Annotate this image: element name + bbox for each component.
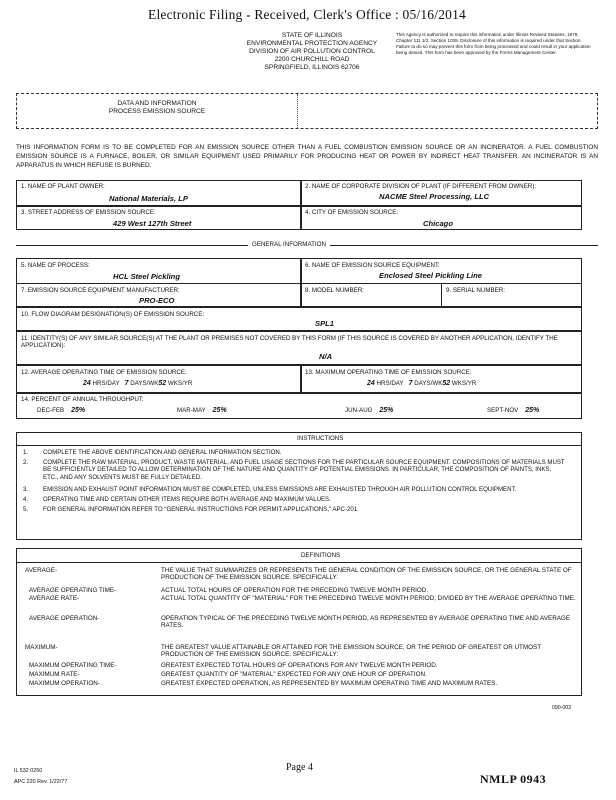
- field-maximum-operating-time[interactable]: [300, 365, 582, 393]
- definition-term: MAXIMUM OPERATING TIME-: [29, 662, 117, 669]
- field-plant-owner[interactable]: [16, 180, 302, 206]
- agency-line: SPRINGFIELD, ILLINOIS 62706: [264, 64, 360, 71]
- quarter-dec-feb: [37, 407, 85, 414]
- agency-line: DIVISION OF AIR POLLUTION CONTROL: [249, 48, 375, 55]
- field-value: N/A: [319, 352, 333, 361]
- definition-row: [17, 595, 581, 611]
- instruction-number: 3.: [23, 486, 29, 494]
- quarter-value: 25%: [379, 407, 394, 414]
- unit-label: HRS/DAY: [376, 380, 404, 387]
- field-average-operating-time[interactable]: [16, 365, 302, 393]
- definition-row: [17, 615, 581, 631]
- field-label: 12. AVERAGE OPERATING TIME OF EMISSION SOURCE:: [21, 369, 187, 376]
- instruction-text: EMISSION AND EXHAUST POINT INFORMATION MUST BE COMPLETED, UNLESS EMISSIONS ARE EXHAUSTED THROUGH AIR POLLUTION CONTROL EQUIPMENT.: [43, 486, 517, 494]
- definition-term: MAXIMUM OPERATION-: [29, 680, 100, 687]
- field-value: 429 West 127th Street: [113, 219, 192, 228]
- quarter-mar-may: [177, 407, 227, 414]
- quarter-jun-aug: [345, 407, 393, 414]
- definition-text: THE VALUE THAT SUMMARIZES OR REPRESENTS THE GENERAL CONDITION OF THE EMISSION SOURCE, OR THE GENERAL STATE OF PRODUCTION OF THE EMISSION SOURCE. SPECIFICALLY:: [161, 567, 572, 582]
- form-code: 090-003: [552, 705, 572, 711]
- instruction-number: 1.: [23, 449, 29, 456]
- field-label: 13. MAXIMUM OPERATING TIME OF EMISSION SOURCE:: [305, 369, 472, 376]
- definition-text: GREATEST QUANTITY OF "MATERIAL" EXPECTED FOR ANY ONE HOUR OF OPERATION.: [161, 671, 427, 678]
- quarter-value: 25%: [525, 407, 540, 414]
- instruction-item: [17, 459, 567, 482]
- intro-paragraph: THIS INFORMATION FORM IS TO BE COMPLETED FOR AN EMISSION SOURCE OTHER THAN A FUEL COMBUSTION EMISSION SOURCE OR AN INCINERATOR. A FUEL COMBUSTION EMISSION SOURCE IS A FURNACE, BOILER, OR SIMILAR EQUIPMENT USED PRIMARILY FOR PRODUCING HEAT OR POWER BY INDIRECT HEAT TRANSFER. AN INCINERATOR IS AN APPARATUS IN WHICH REFUSE IS BURNED.: [16, 144, 598, 169]
- instructions-heading: INSTRUCTIONS: [297, 435, 344, 442]
- page-number: Page 4: [286, 762, 313, 773]
- quarter-label: DEC-FEB: [37, 407, 65, 414]
- quarter-value: 25%: [212, 407, 227, 414]
- quarter-sept-nov: [487, 407, 539, 414]
- field-label: 8. MODEL NUMBER:: [305, 287, 364, 294]
- definition-text: THE GREATEST VALUE ATTAINABLE OR ATTAINED FOR THE EMISSION SOURCE, OR THE PERIOD OF GREATEST OR UTMOST PRODUCTION OF THE EMISSION SOURCE. SPECIFICALLY:: [161, 644, 541, 659]
- field-label: 2. NAME OF CORPORATE DIVISION OF PLANT (IF DIFFERENT FROM OWNER):: [305, 183, 537, 190]
- form-title: [17, 100, 297, 116]
- definition-text: ACTUAL TOTAL QUANTITY OF "MATERIAL" FOR THE PRECEDING TWELVE MONTH PERIOD, DIVIDED BY THE AVERAGE OPERATING TIME.: [161, 595, 576, 602]
- quarter-label: MAR-MAY: [177, 407, 206, 414]
- apc-form-number: APC 220 Rev. 1/22/77: [14, 779, 68, 785]
- field-label: 9. SERIAL NUMBER:: [446, 287, 505, 294]
- agency-line: 2200 CHURCHILL ROAD: [274, 56, 350, 63]
- instruction-number: 2.: [23, 458, 29, 466]
- unit-label: WKS/YR: [167, 380, 193, 387]
- agency-address: [232, 32, 392, 72]
- field-annual-throughput[interactable]: [16, 393, 582, 419]
- field-city[interactable]: [300, 206, 582, 230]
- definition-term: AVERAGE OPERATING TIME-: [29, 587, 117, 594]
- field-flow-diagram[interactable]: [16, 307, 582, 331]
- form-title-line2: PROCESS EMISSION SOURCE: [108, 108, 206, 115]
- quarter-label: JUN-AUG: [345, 407, 373, 414]
- field-value: Enclosed Steel Pickling Line: [379, 271, 482, 280]
- field-label: 1. NAME OF PLANT OWNER:: [21, 183, 105, 190]
- instruction-number: 4.: [23, 495, 29, 503]
- field-label: 3. STREET ADDRESS OF EMISSION SOURCE:: [21, 209, 156, 216]
- field-manufacturer[interactable]: [16, 283, 302, 307]
- instruction-text: OPERATING TIME AND CERTAIN OTHER ITEMS REQUIRE BOTH AVERAGE AND MAXIMUM VALUES.: [43, 495, 331, 503]
- instruction-item: [17, 486, 567, 494]
- title-box: [16, 93, 598, 129]
- field-process-name[interactable]: [16, 258, 302, 284]
- field-label: 4. CITY OF EMISSION SOURCE:: [305, 209, 399, 216]
- definition-term: AVERAGE OPERATION-: [29, 615, 100, 622]
- unit-label: WKS/YR: [451, 380, 477, 387]
- definition-term: MAXIMUM-: [25, 644, 58, 651]
- field-label: 11. IDENTITY(S) OF ANY SIMILAR SOURCE(S) AT THE PLANT OR PREMISES NOT COVERED BY THIS FORM (IF THIS SOURCE IS COVERED BY ANOTHER APPLICATION, IDENTIFY THE APPLICATION):: [21, 335, 558, 350]
- field-label: 5. NAME OF PROCESS:: [21, 262, 90, 269]
- definitions-rule: [17, 562, 581, 563]
- days-per-week: 7: [124, 380, 129, 387]
- instructions-box: [16, 432, 582, 540]
- instruction-text: FOR GENERAL INFORMATION REFER TO "GENERAL INSTRUCTIONS FOR PERMIT APPLICATIONS," APC-201.: [43, 505, 359, 513]
- field-label: 14. PERCENT OF ANNUAL THROUGHPUT:: [21, 396, 144, 403]
- field-street-address[interactable]: [16, 206, 302, 230]
- disclosure-notice: This Agency is authorized to require this information under Illinois Revised Statutes, 1979, Chapter 111 1/2, Section 1039. Disclosure of this information is required under that Section. Failure to do so may prevent this form from being processed and could result in your application being denied. This form has been approved by the Forms Management Center.: [396, 32, 591, 55]
- definition-row: [17, 662, 581, 671]
- field-value: HCL Steel Pickling: [113, 272, 180, 281]
- field-value: Chicago: [423, 219, 453, 228]
- weeks-per-year: 52: [158, 380, 167, 387]
- field-label: 10. FLOW DIAGRAM DESIGNATION(S) OF EMISSION SOURCE:: [21, 311, 205, 318]
- definition-row: [17, 671, 581, 680]
- definition-term: MAXIMUM RATE-: [29, 671, 80, 678]
- field-serial-number[interactable]: [441, 283, 582, 307]
- days-per-week: 7: [408, 380, 413, 387]
- instruction-item: [17, 449, 567, 457]
- definition-term: AVERAGE-: [25, 567, 58, 574]
- form-title-line1: DATA AND INFORMATION: [117, 100, 197, 107]
- definitions-box: [16, 548, 582, 696]
- definition-term: AVERAGE RATE-: [29, 595, 80, 602]
- title-divider: [297, 94, 298, 128]
- quarter-value: 25%: [71, 407, 86, 414]
- definition-row: [17, 567, 581, 583]
- instructions-rule: [17, 445, 581, 446]
- unit-label: HRS/DAY: [92, 380, 120, 387]
- definition-text: GREATEST EXPECTED TOTAL HOURS OF OPERATIONS FOR ANY TWELVE MONTH PERIOD.: [161, 662, 438, 669]
- agency-line: ENVIRONMENTAL PROTECTION AGENCY: [246, 40, 378, 47]
- instruction-text: COMPLETE THE ABOVE IDENTIFICATION AND GENERAL INFORMATION SECTION.: [43, 449, 282, 456]
- field-value: PRO-ECO: [139, 296, 175, 305]
- definition-text: OPERATION TYPICAL OF THE PRECEDING TWELVE MONTH PERIOD, AS REPRESENTED BY AVERAGE OPERATING TIME AND AVERAGE RATES.: [161, 615, 571, 630]
- instruction-item: [17, 506, 567, 514]
- field-value: SPL1: [315, 319, 334, 328]
- average-time-values: [83, 380, 192, 387]
- instruction-number: 5.: [23, 505, 29, 513]
- definition-row: [17, 644, 581, 660]
- weeks-per-year: 52: [442, 380, 451, 387]
- instruction-item: [17, 496, 567, 504]
- field-value: National Materials, LP: [109, 194, 188, 203]
- field-similar-sources[interactable]: [16, 331, 582, 365]
- agency-line: STATE OF ILLINOIS: [281, 32, 343, 39]
- filing-stamp: Electronic Filing - Received, Clerk's Office : 05/16/2014: [148, 7, 467, 22]
- hours-per-day: 24: [367, 380, 375, 387]
- field-label: 7. EMISSION SOURCE EQUIPMENT MANUFACTURER:: [21, 287, 180, 294]
- il-form-number: IL 532 0250: [14, 768, 43, 774]
- instructions-list: [17, 449, 567, 515]
- hours-per-day: 24: [83, 380, 91, 387]
- field-corporate-division[interactable]: [300, 180, 582, 206]
- instruction-text: COMPLETE THE RAW MATERIAL, PRODUCT, WASTE MATERIAL, AND FUEL USAGE SECTIONS FOR THE PARTICULAR SOURCE EQUIPMENT. COMPOSITIONS OF MATERIALS MUST BE SUFFICIENTLY DETAILED TO ALLOW DETERMINATION OF THE NATURE AND QUANTITY OF POTENTIAL EMISSIONS. IN PARTICULAR, THE COMPOSITION OF PAINTS, INKS, ETC., AND ANY SOLVENTS MUST BE FULLY DETAILED.: [43, 458, 565, 481]
- field-model-number[interactable]: [300, 283, 442, 307]
- definition-text: GREATEST EXPECTED OPERATION, AS REPRESENTED BY MAXIMUM OPERATING TIME AND MAXIMUM RATES.: [161, 680, 498, 687]
- maximum-time-values: [367, 380, 476, 387]
- field-value: NACME Steel Processing, LLC: [379, 192, 490, 201]
- field-label: 6. NAME OF EMISSION SOURCE EQUIPMENT:: [305, 262, 440, 269]
- definitions-heading: DEFINITIONS: [301, 552, 341, 559]
- definition-row: [17, 680, 581, 689]
- general-info-heading: GENERAL INFORMATION: [248, 241, 330, 248]
- definition-text: ACTUAL TOTAL HOURS OF OPERATION FOR THE PRECEDING TWELVE MONTH PERIOD.: [161, 587, 429, 594]
- quarter-label: SEPT-NOV: [487, 407, 519, 414]
- unit-label: DAYS/WK: [414, 380, 443, 387]
- bates-number: NMLP 0943: [480, 772, 547, 786]
- field-equipment-name[interactable]: [300, 258, 582, 284]
- unit-label: DAYS/WK: [130, 380, 159, 387]
